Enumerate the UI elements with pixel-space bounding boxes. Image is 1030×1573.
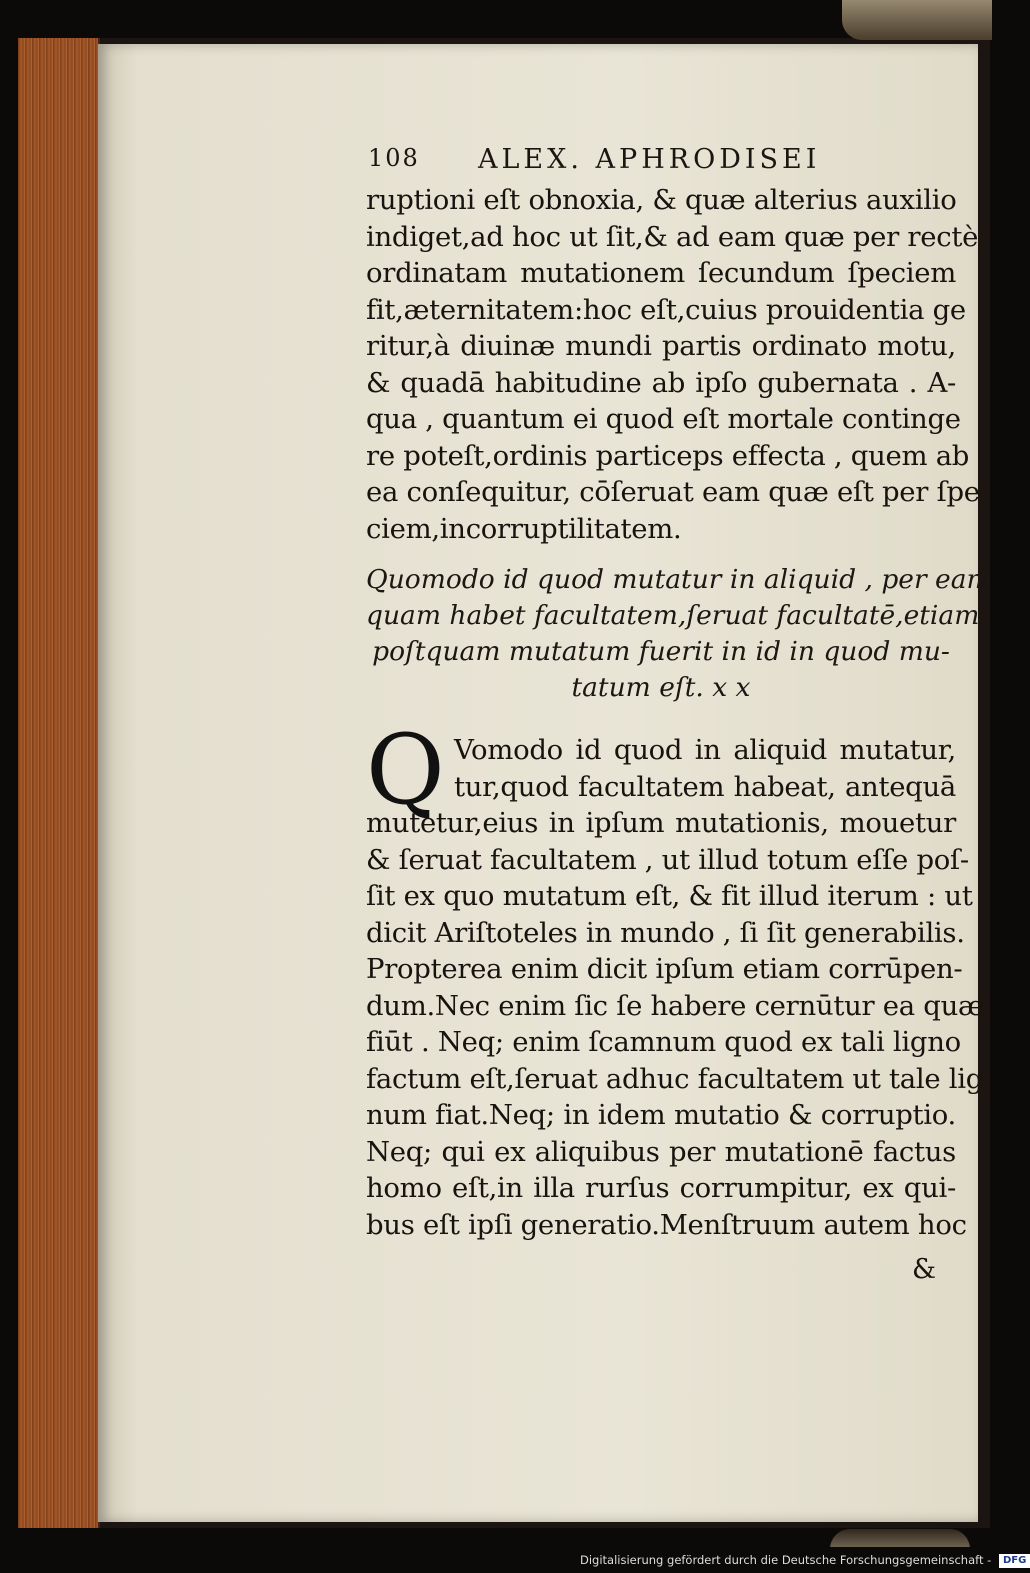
- paragraph-1: [366, 182, 980, 547]
- text-line: ea conſequitur, cōſeruat eam quæ eſt per ſpe: [366, 476, 980, 508]
- text-line: qua , quantum ei quod eſt mortale continge: [366, 403, 961, 435]
- text-line: ciem,incorruptilitatem.: [366, 512, 682, 545]
- text-line: Vomodo id quod in aliquid mutatur,: [454, 734, 956, 766]
- text-line: homo eſt,in illa rurſus corrumpitur, ex qui-: [366, 1172, 956, 1204]
- text-line: dicit Ariſtoteles in mundo , ſi ſit generabilis.: [366, 916, 965, 949]
- drop-cap: Q: [366, 714, 445, 826]
- text-line: Neq; qui ex aliquibus per mutationē factus: [366, 1135, 956, 1168]
- heading-line: tatum eſt. x x: [571, 672, 751, 703]
- text-line: & quadā habitudine ab ipſo gubernata . A-: [366, 366, 956, 399]
- heading-line: quam habet facultatem,ſeruat facultatē,etiam: [366, 600, 980, 631]
- chapter-heading: [366, 562, 992, 706]
- text-line: ſit ex quo mutatum eſt, & fit illud iterum : ut: [366, 880, 973, 912]
- text-line: re poteſt,ordinis particeps effecta , quem ab: [366, 439, 970, 472]
- text-line: indiget,ad hoc ut ſit,& ad eam quæ per rectè: [366, 220, 979, 253]
- digitization-footer: [580, 1547, 1027, 1573]
- text-line: bus eſt ipſi generatio.Menſtruum autem hoc: [366, 1208, 967, 1241]
- text-line: dum.Nec enim ſic ſe habere cernūtur ea quæ: [366, 989, 984, 1022]
- paragraph-2: [366, 714, 984, 1243]
- folio-number: 108: [368, 144, 420, 172]
- dfg-logo: DFG: [999, 1554, 1030, 1568]
- text-line: fiūt . Neq; enim ſcamnum quod ex tali ligno: [366, 1026, 961, 1058]
- text-line: factum eſt,ſeruat adhuc facultatem ut tale lig: [366, 1062, 984, 1095]
- catchword: &: [912, 1254, 937, 1285]
- text-line: ritur,à diuinæ mundi partis ordinato motu,: [366, 330, 956, 362]
- page-edge: [18, 38, 100, 1528]
- page-header: [368, 144, 868, 184]
- heading-line: Quomodo id quod mutatur in aliquid , per eam: [366, 564, 992, 595]
- text-line: ruptioni eſt obnoxia, & quæ alterius auxilio: [366, 184, 957, 216]
- text-line: num fiat.Neq; in idem mutatio & corruptio.: [366, 1099, 956, 1131]
- footer-text: Digitalisierung gefördert durch die Deutsche Forschungsgemeinschaft -: [580, 1553, 992, 1567]
- heading-line: poſtquam mutatum fuerit in id in quod mu-: [372, 636, 950, 667]
- text-line: fit,æternitatem:hoc eſt,cuius prouidentia ge: [366, 293, 966, 326]
- text-line: Propterea enim dicit ipſum etiam corrūpen-: [366, 953, 963, 985]
- running-title: ALEX. APHRODISEI: [478, 144, 821, 175]
- text-line: mutetur,eius in ipſum mutationis, mouetur: [366, 807, 956, 839]
- book-clasp-top: [842, 0, 992, 40]
- text-line: tur,quod facultatem habeat, antequā: [454, 770, 956, 803]
- text-line: ordinatam mutationem ſecundum ſpeciem: [366, 257, 956, 289]
- text-line: & ſeruat facultatem , ut illud totum eſſe poſ-: [366, 843, 969, 876]
